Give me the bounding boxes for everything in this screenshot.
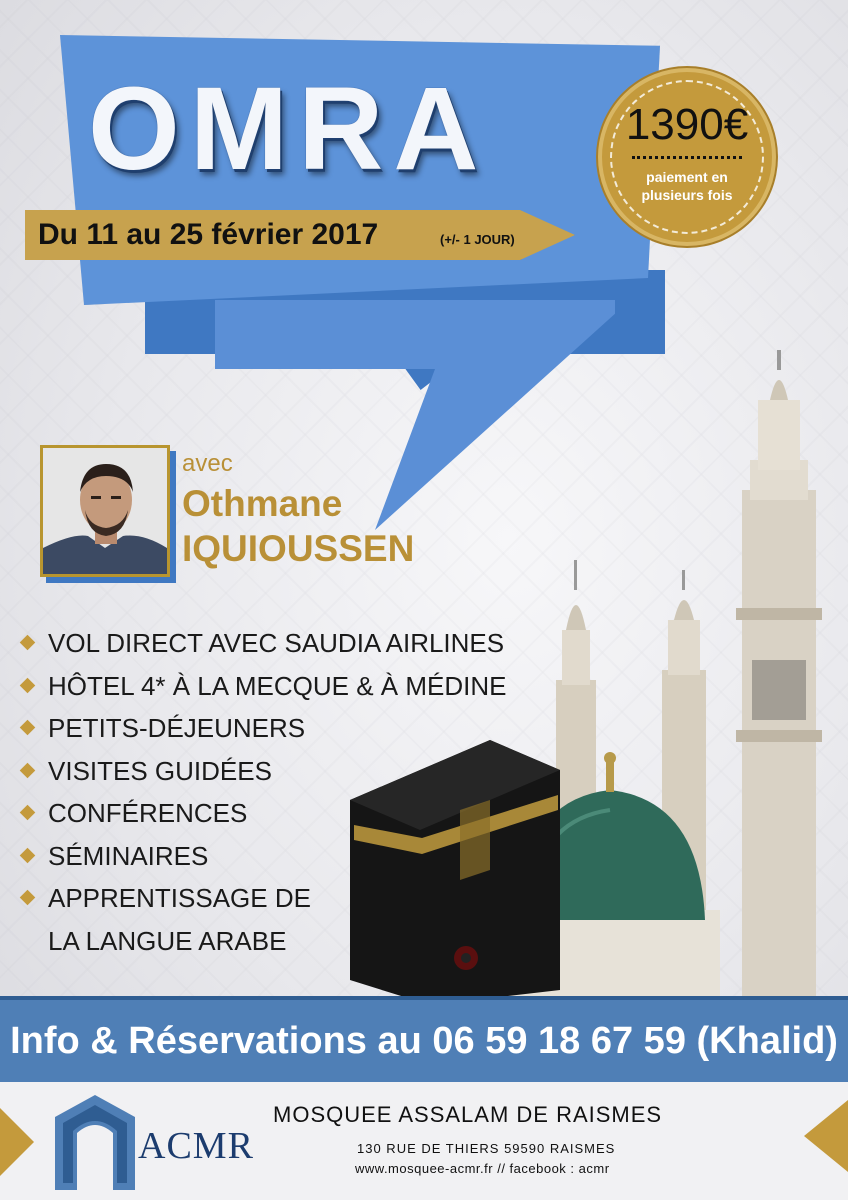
speaker-photo — [40, 445, 170, 577]
info-reservations-text: Info & Réservations au 06 59 18 67 59 (Khalid) — [10, 1020, 838, 1062]
list-item: HÔTEL 4* À LA MECQUE & À MÉDINE — [22, 665, 507, 708]
logo-text: ACMR — [138, 1125, 254, 1167]
list-item: VOL DIRECT AVEC SAUDIA AIRLINES — [22, 622, 507, 665]
price-note — [612, 168, 762, 204]
diamond-bullet-icon — [20, 720, 36, 736]
price-divider — [632, 156, 742, 159]
list-item: APPRENTISSAGE DE — [22, 877, 507, 920]
mosque-illustration — [340, 340, 848, 1000]
diamond-bullet-icon — [20, 635, 36, 651]
list-item: LA LANGUE ARABE — [48, 925, 287, 956]
poster-title: OMRA — [88, 63, 489, 195]
price-value: 1390€ — [625, 100, 749, 149]
speaker-prefix: avec — [182, 450, 233, 477]
price-badge — [598, 68, 776, 246]
list-item: SÉMINAIRES — [22, 835, 507, 878]
price-note-line2: plusieurs fois — [641, 187, 733, 203]
date-note: (+/- 1 JOUR) — [440, 232, 515, 247]
list-item: CONFÉRENCES — [22, 792, 507, 835]
list-item: PETITS-DÉJEUNERS — [22, 707, 507, 750]
diamond-bullet-icon — [20, 847, 36, 863]
diamond-bullet-icon — [20, 677, 36, 693]
minaret-tall-icon — [736, 350, 822, 1000]
diamond-bullet-icon — [20, 890, 36, 906]
speaker-first-name: Othmane — [182, 483, 343, 524]
kaaba-icon — [350, 740, 560, 1000]
date-text: Du 11 au 25 février 2017 — [38, 218, 379, 251]
organization-web: www.mosquee-acmr.fr // facebook : acmr — [355, 1161, 610, 1176]
acmr-logo-icon — [55, 1095, 135, 1195]
diamond-bullet-icon — [20, 805, 36, 821]
speaker-last-name: IQUIOUSSEN — [182, 528, 415, 569]
price-note-line1: paiement en — [646, 169, 728, 185]
organization-address: 130 RUE DE THIERS 59590 RAISMES — [357, 1141, 616, 1156]
organization-name: MOSQUEE ASSALAM DE RAISMES — [273, 1102, 663, 1127]
diamond-bullet-icon — [20, 762, 36, 778]
speaker-portrait-image — [43, 448, 167, 574]
list-item: VISITES GUIDÉES — [22, 750, 507, 793]
